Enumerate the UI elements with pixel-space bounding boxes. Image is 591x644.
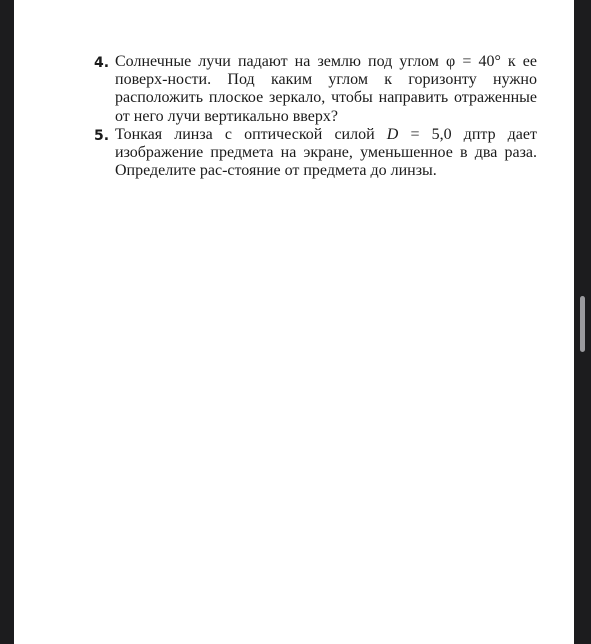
- problem-text: Солнечные лучи падают на землю под углом φ = 40° к ее поверх-ности. Под каким углом к горизонту нужно расположить плоское зеркало, чтобы направить отраженные от него лучи вертикально вверх?: [115, 53, 537, 125]
- vertical-scrollbar[interactable]: [574, 0, 591, 644]
- problem-number: 4.: [94, 55, 110, 71]
- document-page: [14, 0, 574, 644]
- problem-text-end: = 5,0 дптр дает изображение предмета на экране, уменьшенное в два раза. Определите рас-стояние от предмета до линзы.: [115, 125, 538, 180]
- scrollbar-thumb[interactable]: [580, 296, 585, 352]
- optical-power-variable: D: [386, 125, 399, 143]
- problem-text: [115, 126, 537, 181]
- problem-5: [94, 126, 538, 181]
- problem-number: 5.: [94, 127, 110, 144]
- problem-text-start: Тонкая линза с оптической силой: [115, 125, 387, 143]
- problem-list: [94, 53, 538, 180]
- problem-4: [94, 53, 538, 126]
